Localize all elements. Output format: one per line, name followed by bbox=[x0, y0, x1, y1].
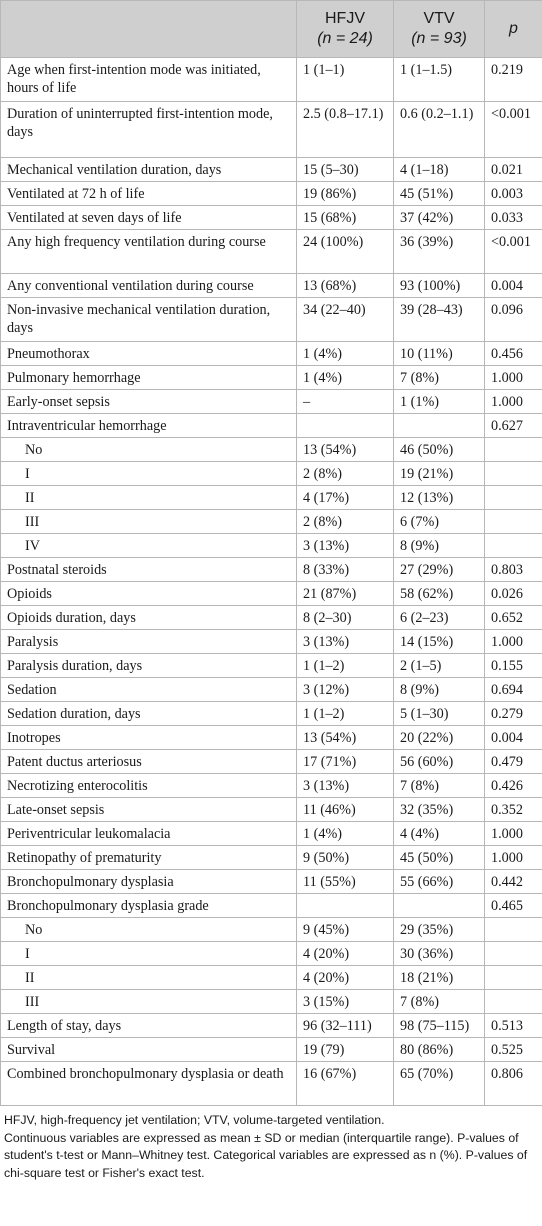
table-row bbox=[1, 230, 542, 274]
vtv-value: 93 (100%) bbox=[394, 274, 485, 298]
footnote-methods: Continuous variables are expressed as mean ± SD or median (interquartile range). P-values of student's t-test or Mann–Whitney test. Categorical variables are expressed as n (%). P-values of chi-square test or Fisher's exact test. bbox=[4, 1130, 528, 1180]
row-label: III bbox=[1, 990, 297, 1014]
hfjv-value: 19 (86%) bbox=[297, 182, 394, 206]
row-label: I bbox=[1, 462, 297, 486]
p-value: 0.003 bbox=[485, 182, 542, 206]
hfjv-value: 4 (20%) bbox=[297, 942, 394, 966]
vtv-value: 1 (1–1.5) bbox=[394, 58, 485, 102]
vtv-value: 56 (60%) bbox=[394, 750, 485, 774]
p-value: 0.219 bbox=[485, 58, 542, 102]
hfjv-value: 16 (67%) bbox=[297, 1062, 394, 1106]
p-value: 0.479 bbox=[485, 750, 542, 774]
row-label: Pneumothorax bbox=[1, 342, 297, 366]
hfjv-value: 8 (2–30) bbox=[297, 606, 394, 630]
p-value: <0.001 bbox=[485, 230, 542, 274]
table-row bbox=[1, 582, 542, 606]
row-label: Pulmonary hemorrhage bbox=[1, 366, 297, 390]
vtv-value: 5 (1–30) bbox=[394, 702, 485, 726]
p-value: 0.513 bbox=[485, 1014, 542, 1038]
row-label: Non-invasive mechanical ventilation duration, days bbox=[1, 298, 297, 342]
p-value: 0.442 bbox=[485, 870, 542, 894]
vtv-value: 27 (29%) bbox=[394, 558, 485, 582]
table-row bbox=[1, 654, 542, 678]
table-row bbox=[1, 366, 542, 390]
table-row bbox=[1, 486, 542, 510]
p-value: 0.026 bbox=[485, 582, 542, 606]
hfjv-value: 2.5 (0.8–17.1) bbox=[297, 102, 394, 158]
row-label: Intraventricular hemorrhage bbox=[1, 414, 297, 438]
vtv-value: 6 (2–23) bbox=[394, 606, 485, 630]
vtv-value: 30 (36%) bbox=[394, 942, 485, 966]
vtv-value: 37 (42%) bbox=[394, 206, 485, 230]
table-footnote bbox=[0, 1106, 542, 1182]
table-row bbox=[1, 726, 542, 750]
row-label: Any conventional ventilation during course bbox=[1, 274, 297, 298]
row-label: Inotropes bbox=[1, 726, 297, 750]
row-label: Length of stay, days bbox=[1, 1014, 297, 1038]
vtv-value: 12 (13%) bbox=[394, 486, 485, 510]
table-row bbox=[1, 870, 542, 894]
row-label: Bronchopulmonary dysplasia bbox=[1, 870, 297, 894]
row-label: Postnatal steroids bbox=[1, 558, 297, 582]
hfjv-value: 3 (15%) bbox=[297, 990, 394, 1014]
p-value: 1.000 bbox=[485, 846, 542, 870]
table-row bbox=[1, 1062, 542, 1106]
row-label: Paralysis duration, days bbox=[1, 654, 297, 678]
header-hfjv-title: HFJV bbox=[325, 10, 365, 27]
header-hfjv-n: (n = 24) bbox=[317, 30, 373, 47]
p-value: 1.000 bbox=[485, 630, 542, 654]
vtv-value: 10 (11%) bbox=[394, 342, 485, 366]
vtv-value: 4 (4%) bbox=[394, 822, 485, 846]
vtv-value: 80 (86%) bbox=[394, 1038, 485, 1062]
vtv-value: 7 (8%) bbox=[394, 774, 485, 798]
hfjv-value bbox=[297, 894, 394, 918]
row-label: Sedation bbox=[1, 678, 297, 702]
table-row bbox=[1, 342, 542, 366]
table-row bbox=[1, 534, 542, 558]
vtv-value: 7 (8%) bbox=[394, 990, 485, 1014]
table-row bbox=[1, 102, 542, 158]
hfjv-value: 15 (5–30) bbox=[297, 158, 394, 182]
row-label: Age when first-intention mode was initiated, hours of life bbox=[1, 58, 297, 102]
vtv-value: 55 (66%) bbox=[394, 870, 485, 894]
p-value: 1.000 bbox=[485, 822, 542, 846]
p-value bbox=[485, 486, 542, 510]
row-label: Opioids bbox=[1, 582, 297, 606]
row-label: Combined bronchopulmonary dysplasia or death bbox=[1, 1062, 297, 1106]
vtv-value: 1 (1%) bbox=[394, 390, 485, 414]
p-value: 0.627 bbox=[485, 414, 542, 438]
table-row bbox=[1, 606, 542, 630]
vtv-value: 8 (9%) bbox=[394, 678, 485, 702]
table-row bbox=[1, 750, 542, 774]
hfjv-value: 15 (68%) bbox=[297, 206, 394, 230]
row-label: Duration of uninterrupted first-intention mode, days bbox=[1, 102, 297, 158]
row-label: IV bbox=[1, 534, 297, 558]
hfjv-value: 24 (100%) bbox=[297, 230, 394, 274]
table-row bbox=[1, 822, 542, 846]
table-row bbox=[1, 678, 542, 702]
row-label: II bbox=[1, 966, 297, 990]
vtv-value: 7 (8%) bbox=[394, 366, 485, 390]
vtv-value: 29 (35%) bbox=[394, 918, 485, 942]
table-row bbox=[1, 510, 542, 534]
row-label: Ventilated at 72 h of life bbox=[1, 182, 297, 206]
hfjv-value: 4 (17%) bbox=[297, 486, 394, 510]
vtv-value: 20 (22%) bbox=[394, 726, 485, 750]
row-label: Bronchopulmonary dysplasia grade bbox=[1, 894, 297, 918]
table-row bbox=[1, 558, 542, 582]
vtv-value: 46 (50%) bbox=[394, 438, 485, 462]
row-label: I bbox=[1, 942, 297, 966]
hfjv-value: 9 (45%) bbox=[297, 918, 394, 942]
p-value bbox=[485, 918, 542, 942]
row-label: III bbox=[1, 510, 297, 534]
header-vtv-title: VTV bbox=[423, 10, 455, 27]
p-value bbox=[485, 438, 542, 462]
vtv-value: 18 (21%) bbox=[394, 966, 485, 990]
header-label-cell bbox=[1, 1, 297, 58]
p-value bbox=[485, 534, 542, 558]
p-value bbox=[485, 990, 542, 1014]
table-row bbox=[1, 462, 542, 486]
table-row bbox=[1, 918, 542, 942]
table-row bbox=[1, 206, 542, 230]
vtv-value: 2 (1–5) bbox=[394, 654, 485, 678]
row-label: Retinopathy of prematurity bbox=[1, 846, 297, 870]
p-value: 0.155 bbox=[485, 654, 542, 678]
hfjv-value: 9 (50%) bbox=[297, 846, 394, 870]
p-value bbox=[485, 510, 542, 534]
vtv-value: 39 (28–43) bbox=[394, 298, 485, 342]
p-value: 0.456 bbox=[485, 342, 542, 366]
table-row bbox=[1, 1014, 542, 1038]
hfjv-value: 1 (1–2) bbox=[297, 654, 394, 678]
hfjv-value: 11 (55%) bbox=[297, 870, 394, 894]
row-label: Opioids duration, days bbox=[1, 606, 297, 630]
table-row bbox=[1, 774, 542, 798]
vtv-value: 19 (21%) bbox=[394, 462, 485, 486]
row-label: Necrotizing enterocolitis bbox=[1, 774, 297, 798]
row-label: No bbox=[1, 918, 297, 942]
vtv-value: 8 (9%) bbox=[394, 534, 485, 558]
hfjv-value: 1 (4%) bbox=[297, 342, 394, 366]
p-value bbox=[485, 462, 542, 486]
row-label: Sedation duration, days bbox=[1, 702, 297, 726]
hfjv-value: 21 (87%) bbox=[297, 582, 394, 606]
table-row bbox=[1, 58, 542, 102]
vtv-value: 36 (39%) bbox=[394, 230, 485, 274]
table-row bbox=[1, 942, 542, 966]
table-row bbox=[1, 966, 542, 990]
row-label: Periventricular leukomalacia bbox=[1, 822, 297, 846]
table-row bbox=[1, 274, 542, 298]
row-label: No bbox=[1, 438, 297, 462]
header-vtv-n: (n = 93) bbox=[411, 30, 467, 47]
header-vtv bbox=[394, 1, 485, 58]
p-value: 0.694 bbox=[485, 678, 542, 702]
header-hfjv bbox=[297, 1, 394, 58]
hfjv-value: 1 (1–1) bbox=[297, 58, 394, 102]
table-row bbox=[1, 702, 542, 726]
table-body bbox=[1, 58, 542, 1106]
hfjv-value: 13 (54%) bbox=[297, 726, 394, 750]
hfjv-value: 19 (79) bbox=[297, 1038, 394, 1062]
p-value: 0.033 bbox=[485, 206, 542, 230]
vtv-value: 14 (15%) bbox=[394, 630, 485, 654]
table-row bbox=[1, 158, 542, 182]
hfjv-value: 17 (71%) bbox=[297, 750, 394, 774]
hfjv-value: 2 (8%) bbox=[297, 462, 394, 486]
hfjv-value: 3 (13%) bbox=[297, 630, 394, 654]
hfjv-value: – bbox=[297, 390, 394, 414]
vtv-value: 45 (51%) bbox=[394, 182, 485, 206]
hfjv-value: 1 (4%) bbox=[297, 822, 394, 846]
p-value: 0.021 bbox=[485, 158, 542, 182]
table-row bbox=[1, 1038, 542, 1062]
header-row bbox=[1, 1, 542, 58]
p-value: 1.000 bbox=[485, 366, 542, 390]
vtv-value: 4 (1–18) bbox=[394, 158, 485, 182]
p-value: 0.004 bbox=[485, 274, 542, 298]
p-value: 0.279 bbox=[485, 702, 542, 726]
vtv-value: 58 (62%) bbox=[394, 582, 485, 606]
row-label: II bbox=[1, 486, 297, 510]
p-value: 1.000 bbox=[485, 390, 542, 414]
vtv-value: 98 (75–115) bbox=[394, 1014, 485, 1038]
hfjv-value: 13 (54%) bbox=[297, 438, 394, 462]
row-label: Ventilated at seven days of life bbox=[1, 206, 297, 230]
p-value: 0.806 bbox=[485, 1062, 542, 1106]
vtv-value bbox=[394, 414, 485, 438]
row-label: Early-onset sepsis bbox=[1, 390, 297, 414]
table-row bbox=[1, 182, 542, 206]
p-value: 0.525 bbox=[485, 1038, 542, 1062]
p-value: 0.803 bbox=[485, 558, 542, 582]
hfjv-value: 34 (22–40) bbox=[297, 298, 394, 342]
hfjv-value: 8 (33%) bbox=[297, 558, 394, 582]
row-label: Late-onset sepsis bbox=[1, 798, 297, 822]
table-row bbox=[1, 846, 542, 870]
table-row bbox=[1, 390, 542, 414]
vtv-value: 45 (50%) bbox=[394, 846, 485, 870]
row-label: Paralysis bbox=[1, 630, 297, 654]
hfjv-value: 96 (32–111) bbox=[297, 1014, 394, 1038]
vtv-value: 32 (35%) bbox=[394, 798, 485, 822]
table-row bbox=[1, 894, 542, 918]
hfjv-value bbox=[297, 414, 394, 438]
p-value: 0.465 bbox=[485, 894, 542, 918]
table-row bbox=[1, 990, 542, 1014]
hfjv-value: 3 (12%) bbox=[297, 678, 394, 702]
row-label: Patent ductus arteriosus bbox=[1, 750, 297, 774]
p-value: 0.426 bbox=[485, 774, 542, 798]
hfjv-value: 3 (13%) bbox=[297, 534, 394, 558]
vtv-value: 6 (7%) bbox=[394, 510, 485, 534]
table-row bbox=[1, 438, 542, 462]
hfjv-value: 4 (20%) bbox=[297, 966, 394, 990]
p-value bbox=[485, 966, 542, 990]
p-value: 0.004 bbox=[485, 726, 542, 750]
footnote-abbreviations: HFJV, high-frequency jet ventilation; VTV, volume-targeted ventilation. bbox=[4, 1113, 385, 1127]
table-row bbox=[1, 798, 542, 822]
hfjv-value: 11 (46%) bbox=[297, 798, 394, 822]
table-row bbox=[1, 298, 542, 342]
vtv-value: 65 (70%) bbox=[394, 1062, 485, 1106]
p-value bbox=[485, 942, 542, 966]
header-p: p bbox=[485, 1, 542, 58]
hfjv-value: 3 (13%) bbox=[297, 774, 394, 798]
row-label: Survival bbox=[1, 1038, 297, 1062]
row-label: Mechanical ventilation duration, days bbox=[1, 158, 297, 182]
p-value: 0.096 bbox=[485, 298, 542, 342]
p-value: 0.352 bbox=[485, 798, 542, 822]
table-row bbox=[1, 630, 542, 654]
vtv-value bbox=[394, 894, 485, 918]
hfjv-value: 1 (1–2) bbox=[297, 702, 394, 726]
vtv-value: 0.6 (0.2–1.1) bbox=[394, 102, 485, 158]
hfjv-value: 2 (8%) bbox=[297, 510, 394, 534]
hfjv-value: 1 (4%) bbox=[297, 366, 394, 390]
row-label: Any high frequency ventilation during course bbox=[1, 230, 297, 274]
p-value: 0.652 bbox=[485, 606, 542, 630]
p-value: <0.001 bbox=[485, 102, 542, 158]
hfjv-value: 13 (68%) bbox=[297, 274, 394, 298]
table-row bbox=[1, 414, 542, 438]
